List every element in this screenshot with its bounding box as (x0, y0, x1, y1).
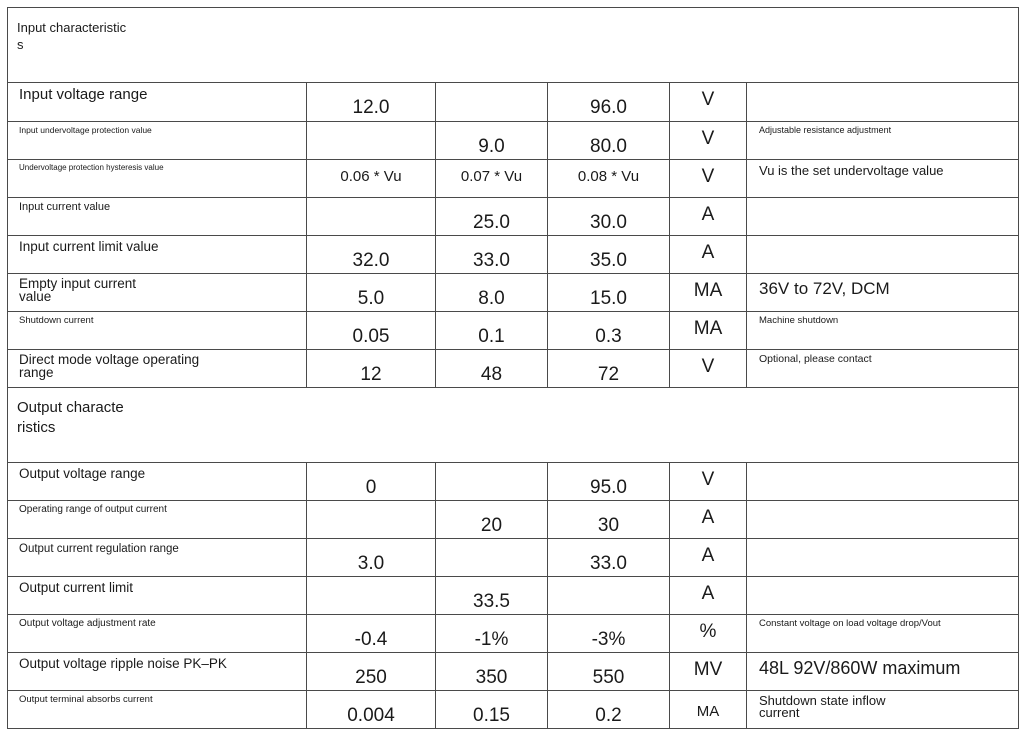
param-name: Shutdown current (8, 312, 307, 350)
note: Machine shutdown (747, 312, 1019, 350)
param-name: Output voltage adjustment rate (8, 615, 307, 653)
max-value: 0.08 * Vu (548, 160, 670, 198)
unit: MA (670, 691, 747, 729)
min-value: 0 (307, 463, 436, 501)
typ-value: 33.0 (436, 236, 548, 274)
typ-value: 33.5 (436, 577, 548, 615)
note: Optional, please contact (747, 350, 1019, 388)
unit: V (670, 160, 747, 198)
max-value: -3% (548, 615, 670, 653)
typ-value (436, 83, 548, 122)
param-name: Undervoltage protection hysteresis value (8, 160, 307, 198)
unit: V (670, 463, 747, 501)
table-row (8, 122, 1019, 160)
unit: V (670, 350, 747, 388)
typ-value: 25.0 (436, 198, 548, 236)
max-value: 0.2 (548, 691, 670, 729)
spec-table (7, 7, 1019, 729)
section-title: Output characte ristics (8, 388, 1019, 463)
table-row (8, 577, 1019, 615)
note: Vu is the set undervoltage value (747, 160, 1019, 198)
min-value: 12 (307, 350, 436, 388)
unit: MA (670, 274, 747, 312)
note: 48L 92V/860W maximum (747, 653, 1019, 691)
typ-value: 0.1 (436, 312, 548, 350)
min-value: 12.0 (307, 83, 436, 122)
table-row (8, 160, 1019, 198)
param-name: Output terminal absorbs current (8, 691, 307, 729)
param-name: Operating range of output current (8, 501, 307, 539)
param-name: Output voltage ripple noise PK–PK (8, 653, 307, 691)
max-value: 95.0 (548, 463, 670, 501)
max-value: 80.0 (548, 122, 670, 160)
typ-value: 0.15 (436, 691, 548, 729)
param-name: Input undervoltage protection value (8, 122, 307, 160)
table-row (8, 274, 1019, 312)
typ-value: 20 (436, 501, 548, 539)
unit: A (670, 539, 747, 577)
max-value: 96.0 (548, 83, 670, 122)
param-name: Output current limit (8, 577, 307, 615)
min-value (307, 122, 436, 160)
note (747, 83, 1019, 122)
min-value: -0.4 (307, 615, 436, 653)
typ-value: -1% (436, 615, 548, 653)
unit: V (670, 83, 747, 122)
typ-value: 0.07 * Vu (436, 160, 548, 198)
table-row (8, 236, 1019, 274)
param-name: Empty input current value (8, 274, 307, 312)
param-name: Direct mode voltage operating range (8, 350, 307, 388)
table-row (8, 83, 1019, 122)
typ-value: 48 (436, 350, 548, 388)
note (747, 539, 1019, 577)
note: Shutdown state inflow current (747, 691, 1019, 729)
note (747, 501, 1019, 539)
param-name: Output current regulation range (8, 539, 307, 577)
typ-value: 350 (436, 653, 548, 691)
min-value: 32.0 (307, 236, 436, 274)
unit: % (670, 615, 747, 653)
note: Adjustable resistance adjustment (747, 122, 1019, 160)
section-title: Input characteristic s (8, 8, 1019, 83)
param-name: Input current limit value (8, 236, 307, 274)
min-value: 250 (307, 653, 436, 691)
table-row (8, 198, 1019, 236)
section-header-output (8, 388, 1019, 463)
min-value: 5.0 (307, 274, 436, 312)
unit: A (670, 501, 747, 539)
min-value (307, 501, 436, 539)
note (747, 198, 1019, 236)
max-value: 30 (548, 501, 670, 539)
unit: V (670, 122, 747, 160)
param-name: Input voltage range (8, 83, 307, 122)
max-value: 0.3 (548, 312, 670, 350)
unit: A (670, 236, 747, 274)
table-row (8, 653, 1019, 691)
section-header-input (8, 8, 1019, 83)
unit: A (670, 577, 747, 615)
max-value: 15.0 (548, 274, 670, 312)
unit: A (670, 198, 747, 236)
max-value: 33.0 (548, 539, 670, 577)
min-value (307, 198, 436, 236)
max-value (548, 577, 670, 615)
param-name: Output voltage range (8, 463, 307, 501)
typ-value: 8.0 (436, 274, 548, 312)
note (747, 463, 1019, 501)
table-row (8, 350, 1019, 388)
typ-value (436, 463, 548, 501)
typ-value (436, 539, 548, 577)
min-value: 0.05 (307, 312, 436, 350)
max-value: 72 (548, 350, 670, 388)
table-row (8, 501, 1019, 539)
min-value: 0.06 * Vu (307, 160, 436, 198)
table-row (8, 691, 1019, 729)
min-value: 3.0 (307, 539, 436, 577)
unit: MV (670, 653, 747, 691)
max-value: 35.0 (548, 236, 670, 274)
param-name: Input current value (8, 198, 307, 236)
note (747, 577, 1019, 615)
unit: MA (670, 312, 747, 350)
note: 36V to 72V, DCM (747, 274, 1019, 312)
max-value: 550 (548, 653, 670, 691)
max-value: 30.0 (548, 198, 670, 236)
table-row (8, 312, 1019, 350)
min-value (307, 577, 436, 615)
note: Constant voltage on load voltage drop/Vout (747, 615, 1019, 653)
table-row (8, 615, 1019, 653)
typ-value: 9.0 (436, 122, 548, 160)
min-value: 0.004 (307, 691, 436, 729)
table-row (8, 463, 1019, 501)
note (747, 236, 1019, 274)
table-row (8, 539, 1019, 577)
